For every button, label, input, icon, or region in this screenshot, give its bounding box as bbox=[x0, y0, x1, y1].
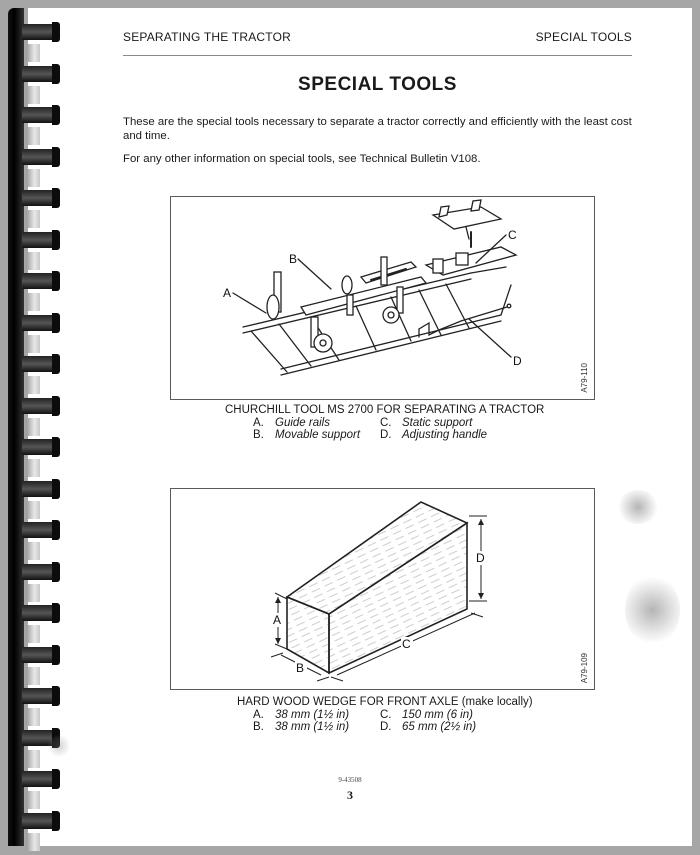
page-number: 3 bbox=[347, 788, 353, 802]
binding-ring bbox=[22, 437, 62, 457]
binding-ring bbox=[22, 64, 62, 84]
caption-item-adjusting-handle: Adjusting handle bbox=[402, 429, 488, 441]
binding-ring bbox=[22, 230, 62, 250]
figure-churchill-tool bbox=[170, 196, 595, 400]
page-title: SPECIAL TOOLS bbox=[298, 74, 457, 95]
binding-ring bbox=[22, 188, 62, 208]
caption-letter: B. bbox=[253, 721, 264, 733]
caption-letter: C. bbox=[380, 416, 392, 429]
header-divider bbox=[123, 55, 632, 56]
header-section: SEPARATING THE TRACTOR bbox=[123, 30, 291, 44]
binding-ring bbox=[22, 811, 62, 831]
caption-item-dimension-b: 38 mm (1½ in) bbox=[275, 721, 350, 733]
caption-item-dimension-a: 38 mm (1½ in) bbox=[275, 708, 350, 721]
binding-ring bbox=[22, 479, 62, 499]
binding-ring bbox=[22, 686, 62, 706]
caption-letter: B. bbox=[253, 429, 264, 441]
page-smudge bbox=[618, 490, 658, 524]
dimension-a: A bbox=[273, 613, 282, 627]
intro-paragraph-2: For any other information on special tools, see Technical Bulletin V108. bbox=[123, 153, 481, 165]
dimension-d: D bbox=[476, 551, 485, 565]
binding-spine bbox=[8, 8, 24, 846]
binding-ring bbox=[22, 396, 62, 416]
caption-letter: D. bbox=[380, 721, 392, 733]
caption-letter: A. bbox=[253, 416, 264, 429]
caption-item-static-support: Static support bbox=[402, 416, 473, 429]
figure-code: A79-110 bbox=[580, 363, 589, 393]
figure-code: A79-109 bbox=[580, 652, 589, 683]
caption-letter: D. bbox=[380, 429, 392, 441]
binding-ring bbox=[22, 520, 62, 540]
wood-wedge-illustration bbox=[171, 489, 594, 689]
caption-item-guide-rails: Guide rails bbox=[275, 416, 330, 429]
callout-b: B bbox=[289, 252, 298, 266]
binding-ring bbox=[22, 147, 62, 167]
dimension-b: B bbox=[296, 661, 305, 675]
page-header bbox=[123, 30, 632, 50]
intro-paragraph-1: These are the special tools necessary to separate a tractor correctly and efficiently with the least cost and time. bbox=[123, 116, 632, 142]
binding-ring bbox=[22, 645, 62, 665]
dimension-c: C bbox=[402, 637, 411, 651]
binding-ring bbox=[22, 22, 62, 42]
header-topic: SPECIAL TOOLS bbox=[535, 30, 632, 44]
document-number: 9-43508 bbox=[338, 776, 362, 784]
caption-title: HARD WOOD WEDGE FOR FRONT AXLE (make locally) bbox=[237, 696, 533, 708]
binding-ring bbox=[22, 313, 62, 333]
figure-1-caption bbox=[225, 404, 544, 442]
caption-item-movable-support: Movable support bbox=[275, 429, 361, 441]
caption-letter: C. bbox=[380, 708, 392, 721]
binding-ring bbox=[22, 271, 62, 291]
figure-2-caption bbox=[237, 696, 533, 734]
callout-a: A bbox=[223, 286, 232, 300]
figure-wood-wedge bbox=[170, 488, 595, 690]
binding-ring bbox=[22, 603, 62, 623]
churchill-tool-illustration bbox=[171, 197, 594, 399]
caption-item-dimension-c: 150 mm (6 in) bbox=[402, 708, 473, 721]
binding-ring bbox=[22, 562, 62, 582]
page-smudge bbox=[625, 575, 680, 645]
caption-title: CHURCHILL TOOL MS 2700 FOR SEPARATING A TRACTOR bbox=[225, 404, 545, 416]
caption-item-dimension-d: 65 mm (2½ in) bbox=[402, 721, 477, 733]
binding-ring bbox=[22, 105, 62, 125]
callout-c: C bbox=[508, 228, 517, 242]
caption-letter: A. bbox=[253, 708, 264, 721]
binding-ring bbox=[22, 354, 62, 374]
callout-d: D bbox=[513, 354, 522, 368]
page-smudge bbox=[48, 735, 70, 757]
